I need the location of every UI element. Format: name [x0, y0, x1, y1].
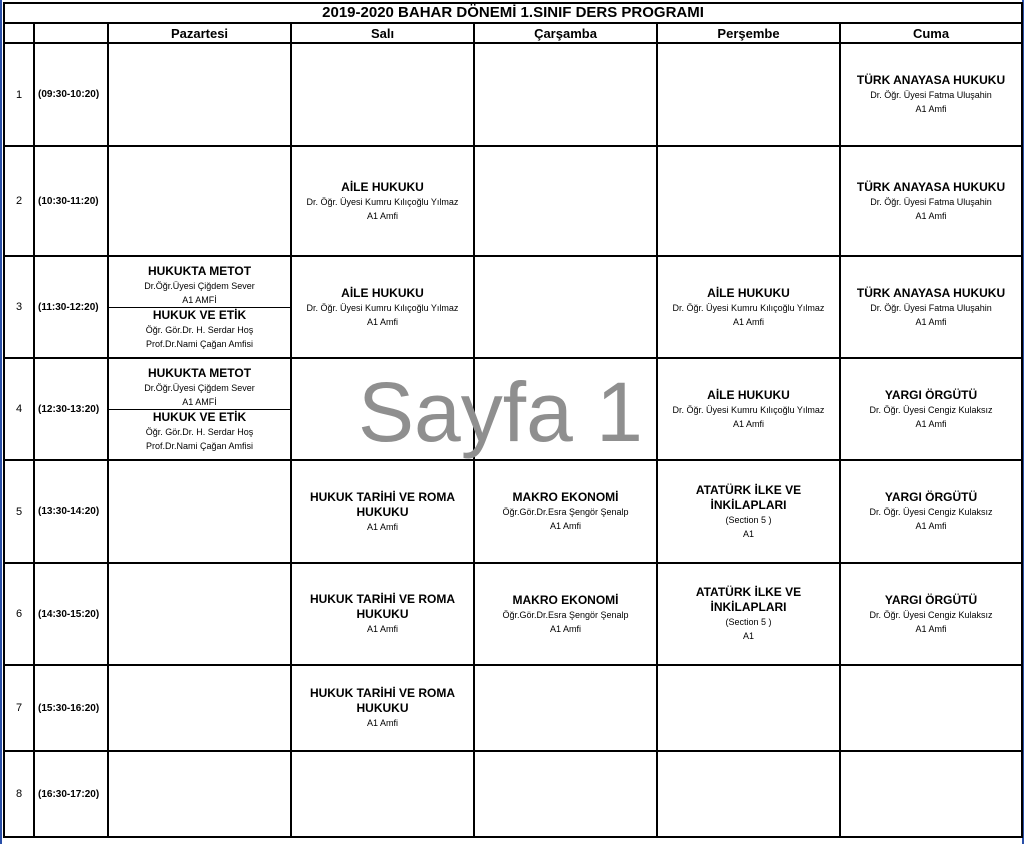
schedule-table — [3, 2, 1023, 838]
table-row — [4, 751, 1022, 837]
slot-cell — [474, 751, 657, 837]
day-header-pazartesi: Pazartesi — [108, 23, 291, 43]
slot-cell — [840, 460, 1022, 563]
slot-cell — [291, 751, 474, 837]
period-time: (16:30-17:20) — [34, 751, 108, 837]
table-row — [4, 460, 1022, 563]
course-instructor: Dr. Öğr. Üyesi Kumru Kılıçoğlu Yılmaz — [306, 302, 459, 313]
course-name: AİLE HUKUKU — [341, 179, 424, 194]
slot-cell — [474, 256, 657, 358]
slot-cell — [474, 43, 657, 146]
slot-cell — [657, 43, 840, 146]
course-room: A1 Amfi — [915, 104, 947, 114]
slot-cell — [108, 256, 291, 358]
slot-cell — [474, 665, 657, 751]
period-time: (13:30-14:20) — [34, 460, 108, 563]
course-room: Prof.Dr.Nami Çağan Amfisi — [145, 338, 254, 349]
course-name: YARGI ÖRGÜTÜ — [884, 490, 978, 504]
course-name: YARGI ÖRGÜTÜ — [884, 387, 978, 402]
slot-cell-selected[interactable] — [291, 256, 474, 358]
table-row — [4, 358, 1022, 460]
slot-cell — [108, 43, 291, 146]
slot-cell — [474, 358, 657, 460]
schedule-title: 2019-2020 BAHAR DÖNEMİ 1.SINIF DERS PROGRAMI — [4, 3, 1022, 23]
slot-cell — [108, 358, 291, 460]
course-instructor: Öğr. Gör.Dr. H. Serdar Hoş — [145, 426, 254, 437]
course-instructor: Dr. Öğr. Üyesi Kumru Kılıçoğlu Yılmaz — [672, 302, 825, 313]
course-instructor: Dr. Öğr. Üyesi Cengiz Kulaksız — [869, 404, 993, 415]
table-row — [4, 256, 1022, 358]
course-name: HUKUK TARİHİ VE ROMA HUKUKU — [309, 686, 456, 715]
header-blank-time — [34, 23, 108, 43]
split-slot — [109, 264, 290, 351]
course-instructor: Dr. Öğr. Üyesi Kumru Kılıçoğlu Yılmaz — [672, 404, 825, 415]
slot-cell — [108, 146, 291, 256]
course-room: A1 Amfi — [366, 316, 398, 327]
slot-cell — [291, 563, 474, 665]
day-header-cuma: Cuma — [840, 23, 1022, 43]
slot-cell — [657, 358, 840, 460]
table-row — [4, 563, 1022, 665]
course-instructor: Dr. Öğr. Üyesi Fatma Uluşahin — [870, 302, 992, 313]
period-number: 6 — [4, 563, 34, 665]
course-room: A1 Amfi — [549, 623, 581, 634]
period-time: (10:30-11:20) — [34, 146, 108, 256]
course-instructor: Dr. Öğr. Üyesi Kumru Kılıçoğlu Yılmaz — [306, 196, 459, 207]
day-header-row — [4, 23, 1022, 43]
slot-cell — [474, 146, 657, 256]
course-room: A1 — [742, 528, 754, 539]
period-number: 8 — [4, 751, 34, 837]
course-name: HUKUK VE ETİK — [152, 307, 247, 322]
course-name: ATATÜRK İLKE VE İNKİLAPLARI — [695, 482, 802, 512]
course-instructor: Dr. Öğr. Üyesi Fatma Uluşahin — [870, 196, 992, 207]
course-room: Prof.Dr.Nami Çağan Amfisi — [145, 440, 254, 451]
slot-cell — [840, 43, 1022, 146]
slot-cell — [657, 563, 840, 665]
course-name: TÜRK ANAYASA HUKUKU — [856, 285, 1006, 300]
course-room: A1 Amfi — [366, 521, 398, 532]
page-watermark: Sayfa 1 — [358, 365, 643, 459]
course-name: YARGI ÖRGÜTÜ — [884, 592, 978, 607]
course-room: A1 AMFİ — [182, 294, 217, 305]
slot-cell — [840, 146, 1022, 256]
table-row — [4, 665, 1022, 751]
course-room: A1 Amfi — [549, 521, 581, 531]
slot-cell — [840, 563, 1022, 665]
course-name: HUKUK VE ETİK — [152, 409, 247, 424]
course-room: A1 Amfi — [366, 718, 398, 728]
slot-cell — [657, 751, 840, 837]
course-room: A1 Amfi — [915, 210, 947, 221]
slot-cell — [291, 43, 474, 146]
course-instructor: Öğr.Gör.Dr.Esra Şengör Şenalp — [502, 609, 629, 620]
day-header-sali: Salı — [291, 23, 474, 43]
slot-cell — [840, 751, 1022, 837]
period-number: 5 — [4, 460, 34, 563]
period-time: (14:30-15:20) — [34, 563, 108, 665]
course-room: A1 AMFİ — [182, 396, 217, 407]
course-name: AİLE HUKUKU — [707, 387, 790, 402]
course-room: A1 Amfi — [915, 623, 947, 634]
course-instructor: Dr.Öğr.Üyesi Çiğdem Sever — [144, 280, 255, 291]
course-name: MAKRO EKONOMİ — [512, 592, 619, 607]
slot-cell — [108, 665, 291, 751]
course-section: (Section 5 ) — [725, 514, 772, 525]
slot-cell — [108, 751, 291, 837]
slot-cell — [657, 460, 840, 563]
course-instructor: Dr.Öğr.Üyesi Çiğdem Sever — [144, 382, 255, 393]
period-number: 4 — [4, 358, 34, 460]
slot-cell — [108, 563, 291, 665]
course-room: A1 Amfi — [915, 418, 947, 429]
course-instructor: Öğr.Gör.Dr.Esra Şengör Şenalp — [502, 507, 629, 517]
course-name: AİLE HUKUKU — [341, 285, 424, 300]
course-room: A1 Amfi — [732, 316, 764, 327]
split-slot-top — [109, 366, 290, 410]
period-number: 3 — [4, 256, 34, 358]
slot-cell — [108, 460, 291, 563]
slot-cell — [291, 146, 474, 256]
course-instructor: Dr. Öğr. Üyesi Cengiz Kulaksız — [869, 507, 993, 517]
course-name: AİLE HUKUKU — [707, 285, 790, 300]
page-cutoff — [3, 840, 1021, 844]
table-row — [4, 146, 1022, 256]
course-section: (Section 5 ) — [725, 617, 772, 627]
day-header-persembe: Perşembe — [657, 23, 840, 43]
header-blank-num — [4, 23, 34, 43]
slot-cell — [474, 460, 657, 563]
period-number: 2 — [4, 146, 34, 256]
period-time: (09:30-10:20) — [34, 43, 108, 146]
course-instructor: Dr. Öğr. Üyesi Fatma Uluşahin — [870, 90, 992, 100]
course-name: ATATÜRK İLKE VE İNKİLAPLARI — [695, 585, 802, 614]
period-number: 7 — [4, 665, 34, 751]
day-header-carsamba: Çarşamba — [474, 23, 657, 43]
course-room: A1 Amfi — [915, 521, 947, 531]
slot-cell — [657, 146, 840, 256]
course-name: HUKUK TARİHİ VE ROMA HUKUKU — [309, 489, 456, 519]
period-time: (11:30-12:20) — [34, 256, 108, 358]
slot-cell — [657, 256, 840, 358]
course-name: TÜRK ANAYASA HUKUKU — [856, 179, 1006, 194]
course-room: A1 Amfi — [366, 624, 398, 634]
table-row — [4, 43, 1022, 146]
period-time: (12:30-13:20) — [34, 358, 108, 460]
course-name: TÜRK ANAYASA HUKUKU — [856, 73, 1006, 87]
course-name: HUKUK TARİHİ VE ROMA HUKUKU — [309, 592, 456, 621]
period-number: 1 — [4, 43, 34, 146]
slot-cell — [840, 665, 1022, 751]
slot-cell — [840, 358, 1022, 460]
split-slot-bottom — [109, 410, 290, 453]
split-slot — [109, 366, 290, 453]
course-room: A1 Amfi — [732, 418, 764, 429]
course-name: HUKUKTA METOT — [147, 263, 252, 278]
course-room: A1 — [742, 631, 754, 641]
course-instructor: Öğr. Gör.Dr. H. Serdar Hoş — [145, 324, 254, 335]
course-name: MAKRO EKONOMİ — [512, 490, 619, 504]
period-time: (15:30-16:20) — [34, 665, 108, 751]
slot-cell — [291, 358, 474, 460]
course-room: A1 Amfi — [366, 210, 398, 221]
course-instructor: Dr. Öğr. Üyesi Cengiz Kulaksız — [869, 609, 993, 620]
split-slot-bottom — [109, 308, 290, 351]
slot-cell — [840, 256, 1022, 358]
course-name: HUKUKTA METOT — [147, 365, 252, 380]
course-room: A1 Amfi — [915, 316, 947, 327]
slot-cell — [291, 460, 474, 563]
split-slot-top — [109, 264, 290, 308]
slot-cell — [474, 563, 657, 665]
slot-cell — [657, 665, 840, 751]
slot-cell — [291, 665, 474, 751]
